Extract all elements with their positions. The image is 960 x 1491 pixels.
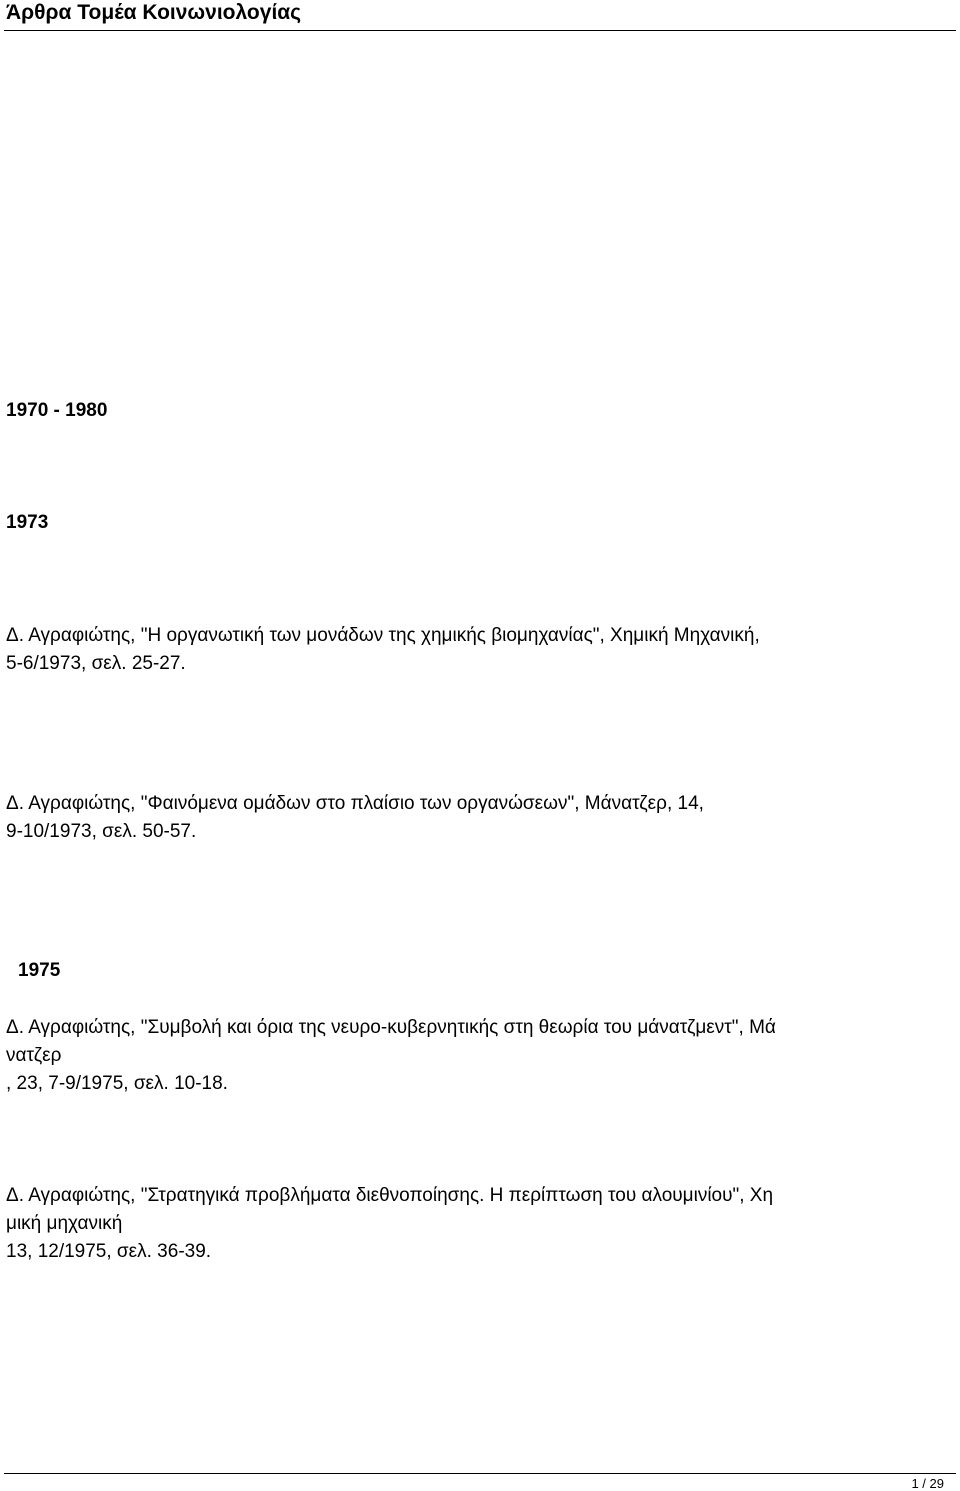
footer-divider bbox=[4, 1473, 956, 1474]
bibliography-entry bbox=[6, 622, 956, 678]
section-heading-1973: 1973 bbox=[6, 512, 49, 533]
page-header-title: Άρθρα Τομέα Κοινωνιολογίας bbox=[6, 1, 302, 24]
entry-line: 13, 12/1975, σελ. 36-39. bbox=[6, 1241, 212, 1262]
entry-line: 5-6/1973, σελ. 25-27. bbox=[6, 653, 186, 674]
entry-line: Δ. Αγραφιώτης, "Η οργανωτική των μονάδων της χημικής βιομηχανίας", Χημική Μηχανική, bbox=[6, 625, 760, 646]
page-number: 1 / 29 bbox=[911, 1476, 944, 1491]
bibliography-entry bbox=[6, 1014, 956, 1098]
bibliography-entry bbox=[6, 1182, 956, 1266]
entry-line: Δ. Αγραφιώτης, "Στρατηγικά προβλήματα διεθνοποίησης. Η περίπτωση του αλουμινίου", Χη bbox=[6, 1185, 774, 1206]
bibliography-entry bbox=[6, 790, 956, 846]
entry-line: Δ. Αγραφιώτης, "Συμβολή και όρια της νευρο-κυβερνητικής στη θεωρία του μάνατζμεντ", Μά bbox=[6, 1017, 776, 1038]
entry-line: Δ. Αγραφιώτης, "Φαινόμενα ομάδων στο πλαίσιο των οργανώσεων", Μάνατζερ, 14, bbox=[6, 793, 704, 814]
entry-line: νατζερ bbox=[6, 1045, 62, 1066]
section-heading-decade: 1970 - 1980 bbox=[6, 400, 108, 421]
header-divider bbox=[4, 30, 956, 31]
entry-line: , 23, 7-9/1975, σελ. 10-18. bbox=[6, 1073, 228, 1094]
section-heading-1975: 1975 bbox=[18, 960, 61, 981]
entry-line: 9-10/1973, σελ. 50-57. bbox=[6, 821, 197, 842]
entry-line: μική μηχανική bbox=[6, 1213, 123, 1234]
